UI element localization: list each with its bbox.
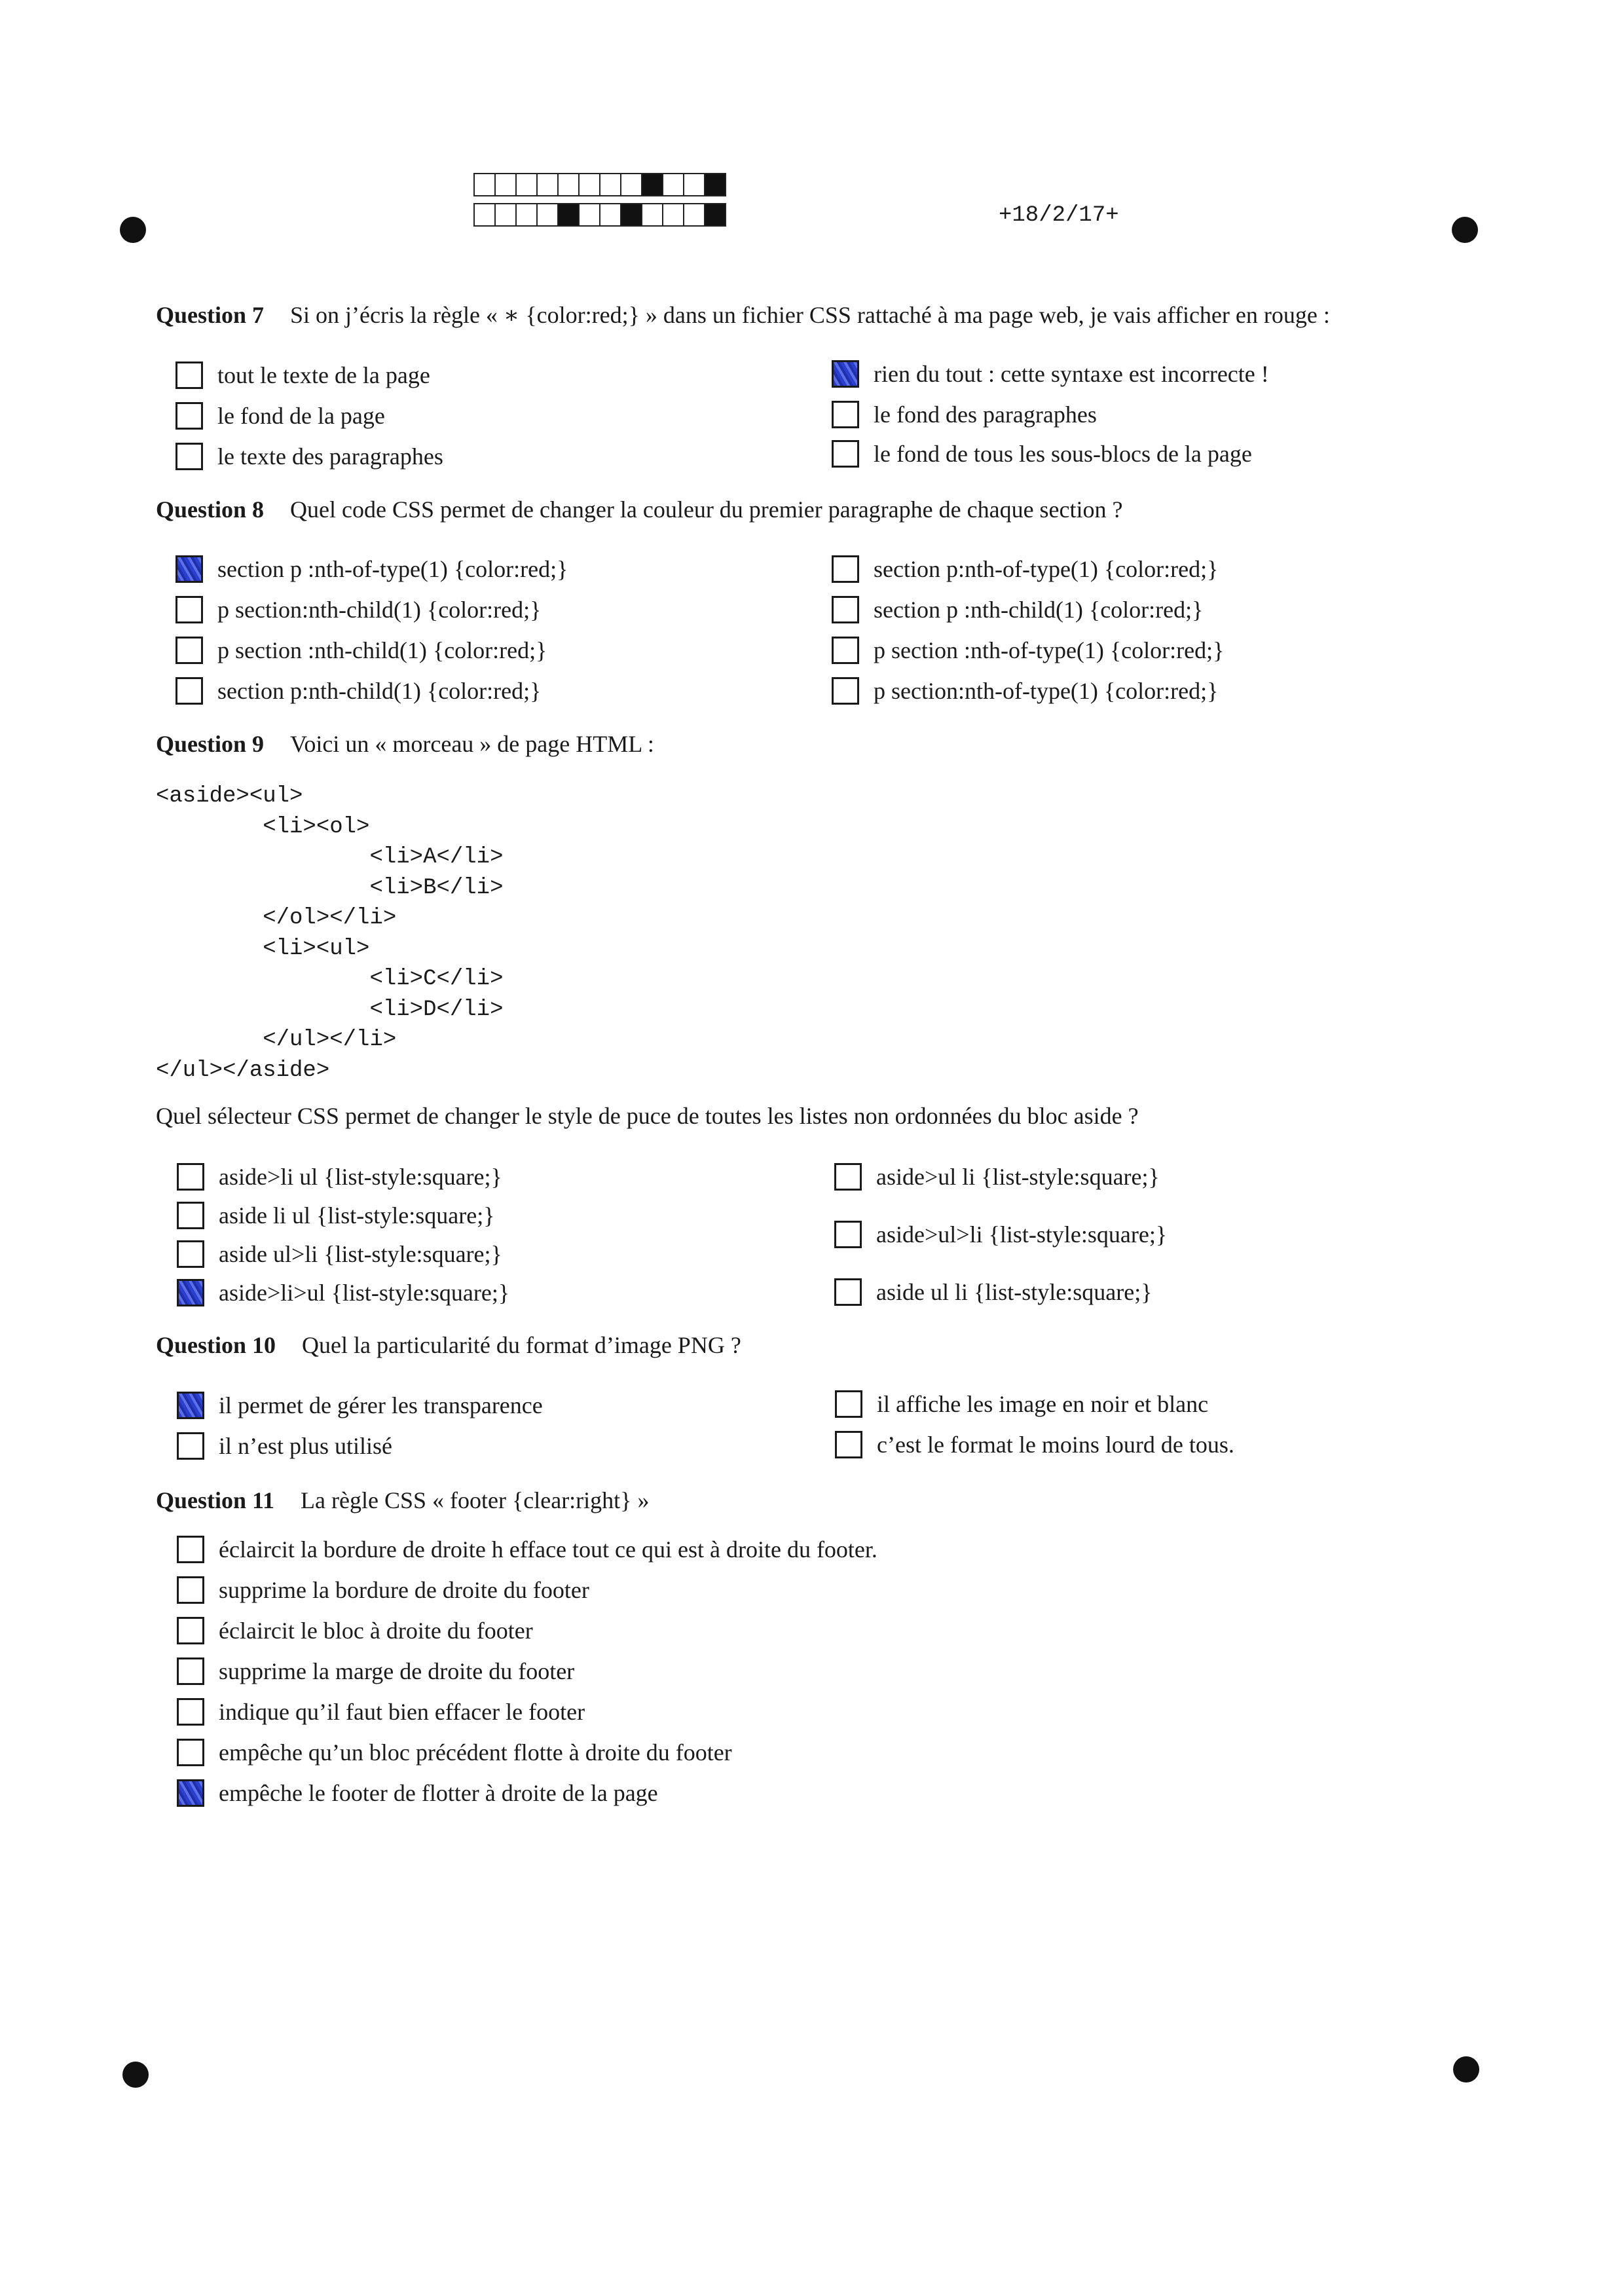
barcode-cell-empty <box>599 173 621 196</box>
checkbox[interactable] <box>175 555 203 583</box>
q11-option-3[interactable] <box>177 1617 533 1644</box>
option-label: le fond des paragraphes <box>874 401 1097 428</box>
barcode-cell-filled <box>704 203 726 227</box>
q8-option-4[interactable] <box>175 677 541 705</box>
checkbox[interactable] <box>177 1576 204 1604</box>
question-7 <box>156 301 1330 329</box>
q11-option-7[interactable] <box>177 1779 658 1807</box>
barcode-cell-empty <box>473 203 496 227</box>
option-label: empêche qu’un bloc précédent flotte à droite du footer <box>219 1739 732 1766</box>
checkbox[interactable] <box>834 1163 862 1191</box>
checkbox[interactable] <box>832 637 859 664</box>
barcode-cell-empty <box>515 203 538 227</box>
option-label: section p:nth-of-type(1) {color:red;} <box>874 556 1219 582</box>
q7-option-6[interactable] <box>832 440 1252 468</box>
checkbox[interactable] <box>175 361 203 389</box>
checkbox[interactable] <box>177 1617 204 1644</box>
checkbox[interactable] <box>835 1431 862 1458</box>
q8-option-6[interactable] <box>832 596 1203 623</box>
option-label: section p :nth-child(1) {color:red;} <box>874 597 1204 623</box>
checkbox[interactable] <box>832 401 859 428</box>
q8-option-3[interactable] <box>175 637 547 664</box>
checkbox[interactable] <box>177 1536 204 1563</box>
checkbox[interactable] <box>177 1279 204 1306</box>
q8-option-5[interactable] <box>832 555 1218 583</box>
question-label: Question 9 <box>156 731 265 757</box>
checkbox[interactable] <box>177 1202 204 1229</box>
barcode-cell-empty <box>578 173 600 196</box>
barcode-row-1 <box>473 173 725 196</box>
barcode-cell-empty <box>683 173 705 196</box>
option-label: aside>ul>li {list-style:square;} <box>876 1221 1168 1248</box>
checkbox[interactable] <box>175 677 203 705</box>
checkbox[interactable] <box>834 1278 862 1306</box>
option-label: aside>ul li {list-style:square;} <box>876 1164 1160 1190</box>
option-label: le texte des paragraphes <box>217 443 443 470</box>
barcode-cell-empty <box>494 203 517 227</box>
question-label: Question 7 <box>156 302 265 328</box>
barcode-cell-empty <box>578 203 600 227</box>
checkbox[interactable] <box>177 1240 204 1268</box>
q11-option-4[interactable] <box>177 1657 574 1685</box>
page-id: +18/2/17+ <box>999 203 1119 228</box>
q9-option-4[interactable] <box>177 1279 509 1306</box>
checkbox[interactable] <box>177 1698 204 1726</box>
option-label: il affiche les image en noir et blanc <box>877 1391 1209 1417</box>
checkbox[interactable] <box>832 555 859 583</box>
question-label: Question 11 <box>156 1487 275 1513</box>
checkbox[interactable] <box>834 1221 862 1248</box>
option-label: aside>li ul {list-style:square;} <box>219 1164 502 1190</box>
option-label: c’est le format le moins lourd de tous. <box>877 1432 1234 1458</box>
q10-option-1[interactable] <box>177 1392 543 1419</box>
html-code-snippet: <aside><ul> <li><ol> <li>A</li> <li>B</li> </ol></li> <li><ul> <li>C</li> <li>D</li> </ul></li> </ul></aside> <box>156 784 504 1083</box>
barcode-cell-empty <box>620 173 642 196</box>
option-label: supprime la marge de droite du footer <box>219 1658 575 1684</box>
question-label: Question 8 <box>156 496 265 523</box>
question-11 <box>156 1487 649 1514</box>
q11-option-5[interactable] <box>177 1698 585 1726</box>
option-label: le fond de tous les sous-blocs de la page <box>874 441 1252 467</box>
barcode-cell-empty <box>494 173 517 196</box>
option-label: tout le texte de la page <box>217 362 430 388</box>
q9-option-1[interactable] <box>177 1163 502 1191</box>
barcode-cell-empty <box>536 173 559 196</box>
barcode-cell-empty <box>536 203 559 227</box>
barcode-cell-empty <box>641 203 663 227</box>
q8-option-8[interactable] <box>832 677 1218 705</box>
option-label: supprime la bordure de droite du footer <box>219 1577 589 1603</box>
q7-option-4[interactable] <box>832 360 1269 388</box>
option-label: éclaircit la bordure de droite h efface tout ce qui est à droite du footer. <box>219 1536 877 1563</box>
q9-option-3[interactable] <box>177 1240 502 1268</box>
registration-mark-top-right <box>1452 217 1478 243</box>
barcode-cell-empty <box>599 203 621 227</box>
q8-option-7[interactable] <box>832 637 1224 664</box>
question-10 <box>156 1331 741 1359</box>
q9-option-2[interactable] <box>177 1202 495 1229</box>
q11-option-1[interactable] <box>177 1536 877 1563</box>
q7-option-3[interactable] <box>175 443 443 470</box>
option-label: il permet de gérer les transparence <box>219 1392 543 1418</box>
checkbox[interactable] <box>175 637 203 664</box>
barcode-cell-empty <box>473 173 496 196</box>
q10-option-2[interactable] <box>177 1432 392 1460</box>
q9-option-7[interactable] <box>834 1278 1153 1306</box>
checkbox[interactable] <box>832 440 859 468</box>
question-text: Si on j’écris la règle « ∗ {color:red;} » dans un fichier CSS rattaché à ma page web, je vais afficher en rouge : <box>290 302 1330 328</box>
option-label: section p :nth-of-type(1) {color:red;} <box>217 556 568 582</box>
option-label: il n’est plus utilisé <box>219 1433 392 1459</box>
barcode-cell-empty <box>683 203 705 227</box>
registration-mark-bottom-right <box>1453 2056 1479 2083</box>
option-label: aside li ul {list-style:square;} <box>219 1202 495 1229</box>
question-text: Quel la particularité du format d’image PNG ? <box>302 1332 741 1358</box>
option-label: aside ul>li {list-style:square;} <box>219 1241 502 1267</box>
option-label: p section :nth-of-type(1) {color:red;} <box>874 637 1225 663</box>
checkbox[interactable] <box>175 596 203 623</box>
q7-option-2[interactable] <box>175 402 385 430</box>
question-text: La règle CSS « footer {clear:right} » <box>301 1487 650 1513</box>
barcode-cell-filled <box>557 203 580 227</box>
q9-option-6[interactable] <box>834 1221 1167 1248</box>
question-label: Question 10 <box>156 1332 276 1358</box>
option-label: rien du tout : cette syntaxe est incorrecte ! <box>874 361 1269 387</box>
barcode-cell-empty <box>662 173 684 196</box>
option-label: indique qu’il faut bien effacer le footer <box>219 1699 585 1725</box>
q11-option-6[interactable] <box>177 1739 732 1766</box>
checkbox[interactable] <box>175 402 203 430</box>
q8-option-1[interactable] <box>175 555 568 583</box>
option-label: p section :nth-child(1) {color:red;} <box>217 637 547 663</box>
question-text: Quel code CSS permet de changer la couleur du premier paragraphe de chaque section ? <box>290 496 1123 523</box>
checkbox[interactable] <box>177 1779 204 1807</box>
option-label: aside>li>ul {list-style:square;} <box>219 1280 510 1306</box>
barcode-cell-empty <box>662 203 684 227</box>
q11-option-2[interactable] <box>177 1576 589 1604</box>
checkbox[interactable] <box>832 677 859 705</box>
option-label: aside ul li {list-style:square;} <box>876 1279 1153 1305</box>
option-label: le fond de la page <box>217 403 385 429</box>
q7-option-1[interactable] <box>175 361 430 389</box>
registration-mark-top-left <box>120 217 146 243</box>
checkbox[interactable] <box>175 443 203 470</box>
checkbox[interactable] <box>177 1739 204 1766</box>
checkbox[interactable] <box>177 1657 204 1685</box>
registration-mark-bottom-left <box>122 2062 149 2088</box>
q8-option-2[interactable] <box>175 596 541 623</box>
checkbox[interactable] <box>177 1392 204 1419</box>
q9-question-text: Quel sélecteur CSS permet de changer le style de puce de toutes les listes non ordonnées du bloc aside ? <box>156 1103 1139 1129</box>
barcode-cell-filled <box>704 173 726 196</box>
option-label: p section:nth-of-type(1) {color:red;} <box>874 678 1219 704</box>
question-8 <box>156 496 1123 523</box>
option-label: p section:nth-child(1) {color:red;} <box>217 597 542 623</box>
barcode-cell-filled <box>641 173 663 196</box>
option-label: empêche le footer de flotter à droite de la page <box>219 1780 658 1806</box>
barcode-cell-empty <box>515 173 538 196</box>
q9-option-5[interactable] <box>834 1163 1160 1191</box>
q7-option-5[interactable] <box>832 401 1097 428</box>
barcode-cell-empty <box>557 173 580 196</box>
checkbox[interactable] <box>832 360 859 388</box>
option-label: éclaircit le bloc à droite du footer <box>219 1618 533 1644</box>
question-text: Voici un « morceau » de page HTML : <box>290 731 654 757</box>
checkbox[interactable] <box>177 1432 204 1460</box>
q10-option-4[interactable] <box>835 1431 1234 1458</box>
option-label: section p:nth-child(1) {color:red;} <box>217 678 542 704</box>
barcode-cell-filled <box>620 203 642 227</box>
checkbox[interactable] <box>832 596 859 623</box>
checkbox[interactable] <box>835 1390 862 1418</box>
barcode-row-2 <box>473 203 725 227</box>
checkbox[interactable] <box>177 1163 204 1191</box>
question-9 <box>156 730 654 758</box>
q10-option-3[interactable] <box>835 1390 1208 1418</box>
